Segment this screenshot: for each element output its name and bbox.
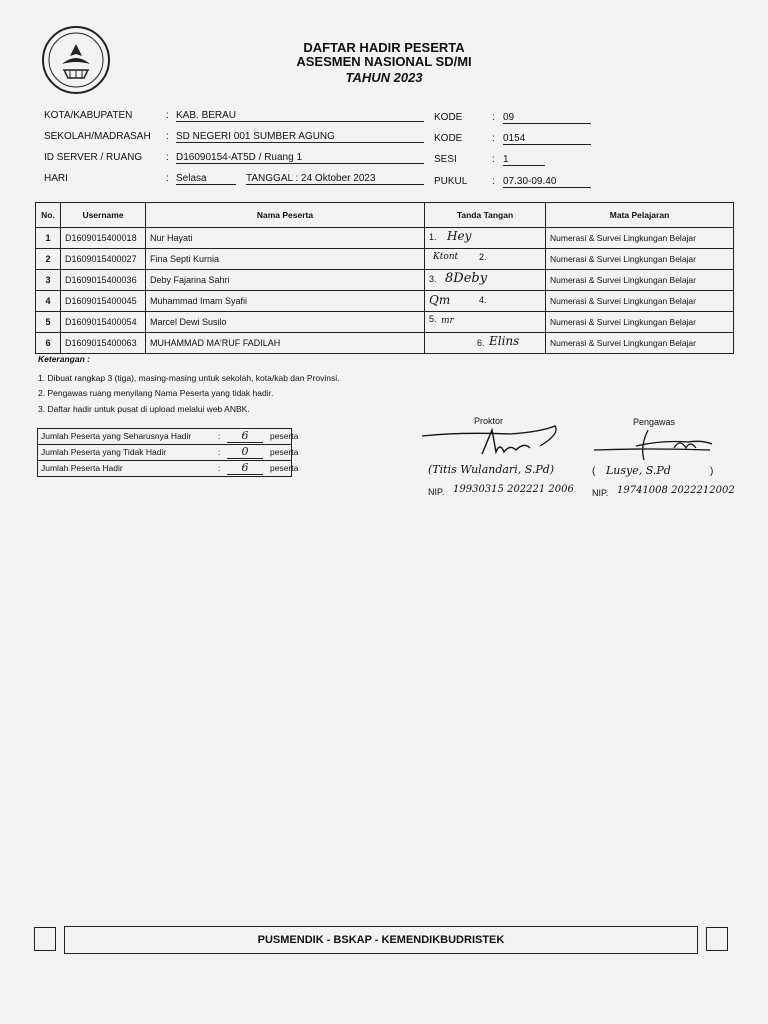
table-row xyxy=(36,228,734,249)
table-row xyxy=(36,312,734,333)
kode2-value: 0154 xyxy=(503,133,591,145)
summary-row xyxy=(38,445,299,461)
summary-unit: peserta xyxy=(270,431,299,441)
footer-banner: PUSMENDIK - BSKAP - KEMENDIKBUDRISTEK xyxy=(64,926,698,954)
notes-section xyxy=(38,352,339,417)
server-value: D16090154-AT5D / Ruang 1 xyxy=(176,152,424,164)
colon: : xyxy=(166,173,169,184)
note-item: 2. Pengawas ruang menyilang Nama Peserta yang tidak hadir. xyxy=(38,388,274,398)
row-username: D1609015400036 xyxy=(61,270,146,291)
handwritten-signature: Qm xyxy=(429,293,451,307)
colon: : xyxy=(492,133,495,144)
col-header-tanda-tangan: Tanda Tangan xyxy=(425,203,546,228)
row-signature-cell xyxy=(425,270,546,291)
hari-value: Selasa xyxy=(176,173,236,185)
proktor-title: Proktor xyxy=(474,416,504,426)
row-mapel: Numerasi & Survei Lingkungan Belajar xyxy=(546,333,734,354)
table-row xyxy=(36,333,734,354)
row-signature-cell xyxy=(425,333,546,354)
summary-value: 0 xyxy=(227,446,263,459)
proktor-nip-label: NIP. xyxy=(428,487,445,497)
row-signature-cell xyxy=(425,291,546,312)
row-name: Nur Hayati xyxy=(146,228,425,249)
col-header-nama: Nama Peserta xyxy=(146,203,425,228)
handwritten-signature: mr xyxy=(441,316,454,326)
row-name: Muhammad Imam Syafii xyxy=(146,291,425,312)
signature-number: 5. xyxy=(429,314,437,324)
attendance-summary-box xyxy=(37,428,299,477)
note-item: 3. Daftar hadir untuk pusat di upload melalui web ANBK. xyxy=(38,403,250,414)
row-signature-cell xyxy=(425,249,546,270)
handwritten-signature: 8Deby xyxy=(445,271,488,286)
signature-number: 1. xyxy=(429,232,437,242)
row-signature-cell xyxy=(425,312,546,333)
pengawas-nip-label: NIP. xyxy=(592,488,609,498)
notes-heading: Keterangan : xyxy=(38,354,90,364)
pengawas-name-open: ( xyxy=(592,466,596,477)
pengawas-title: Pengawas xyxy=(633,417,676,427)
col-header-mapel: Mata Pelajaran xyxy=(546,203,734,228)
row-name: Fina Septi Kurnia xyxy=(146,249,425,270)
proktor-name: (Titis Wulandari, S.Pd) xyxy=(428,463,555,476)
row-signature-cell xyxy=(425,228,546,249)
colon: : xyxy=(492,112,495,123)
document-title-line3: TAHUN 2023 xyxy=(345,70,423,85)
row-mapel: Numerasi & Survei Lingkungan Belajar xyxy=(546,270,734,291)
row-mapel: Numerasi & Survei Lingkungan Belajar xyxy=(546,228,734,249)
signature-number: 2. xyxy=(479,252,487,262)
summary-label: Jumlah Peserta Hadir xyxy=(41,463,123,473)
colon: : xyxy=(166,152,169,163)
pengawas-name: Lusye, S.Pd xyxy=(606,464,671,477)
row-mapel: Numerasi & Survei Lingkungan Belajar xyxy=(546,312,734,333)
table-row xyxy=(36,291,734,312)
row-no: 2 xyxy=(36,249,61,270)
col-header-no: No. xyxy=(36,203,61,228)
pengawas-nip: 19741008 2022212002 xyxy=(617,485,735,496)
summary-label: Jumlah Peserta yang Seharusnya Hadir xyxy=(41,431,192,441)
summary-value: 6 xyxy=(227,462,263,475)
row-mapel: Numerasi & Survei Lingkungan Belajar xyxy=(546,291,734,312)
corner-square-left xyxy=(34,927,56,951)
pukul-label: PUKUL xyxy=(434,176,468,187)
row-username: D1609015400054 xyxy=(61,312,146,333)
proktor-signature-icon xyxy=(420,424,570,466)
summary-unit: peserta xyxy=(270,447,299,457)
kota-value: KAB. BERAU xyxy=(176,110,424,122)
sesi-value: 1 xyxy=(503,154,545,166)
row-no: 3 xyxy=(36,270,61,291)
pengawas-name-close: ) xyxy=(710,466,714,477)
table-row xyxy=(36,249,734,270)
colon: : xyxy=(492,176,495,187)
summary-row xyxy=(38,429,299,445)
kode2-label: KODE xyxy=(434,133,463,144)
colon: : xyxy=(166,131,169,142)
summary-unit: peserta xyxy=(270,463,299,473)
row-username: D1609015400027 xyxy=(61,249,146,270)
note-item: 1. Dibuat rangkap 3 (tiga), masing-masing untuk sekolah, kota/kab dan Provinsi. xyxy=(38,372,340,383)
sesi-label: SESI xyxy=(434,154,457,165)
row-no: 1 xyxy=(36,228,61,249)
colon: : xyxy=(166,110,169,121)
handwritten-signature: Elins xyxy=(489,334,520,348)
summary-row xyxy=(38,461,299,476)
summary-label: Jumlah Peserta yang Tidak Hadir xyxy=(41,447,167,457)
colon: : xyxy=(218,431,221,441)
kota-label: KOTA/KABUPATEN xyxy=(44,110,133,121)
sekolah-value: SD NEGERI 001 SUMBER AGUNG xyxy=(176,131,424,143)
colon: : xyxy=(218,463,221,473)
sekolah-label: SEKOLAH/MADRASAH xyxy=(44,131,151,142)
pengawas-signature-icon xyxy=(592,426,718,468)
kode1-label: KODE xyxy=(434,112,463,123)
handwritten-signature: Ktont xyxy=(433,252,459,262)
proktor-nip: 19930315 202221 2006 xyxy=(453,484,574,495)
row-no: 4 xyxy=(36,291,61,312)
signature-number: 3. xyxy=(429,274,437,284)
document-title-line2: ASESMEN NASIONAL SD/MI xyxy=(296,54,472,69)
colon: : xyxy=(492,154,495,165)
hari-label: HARI xyxy=(44,173,68,184)
pukul-value: 07.30-09.40 xyxy=(503,176,591,188)
kode1-value: 09 xyxy=(503,112,591,124)
table-header-row xyxy=(36,203,734,228)
document-title-line1: DAFTAR HADIR PESERTA xyxy=(303,40,465,55)
row-username: D1609015400063 xyxy=(61,333,146,354)
row-no: 5 xyxy=(36,312,61,333)
summary-value: 6 xyxy=(227,430,263,443)
table-row xyxy=(36,270,734,291)
row-mapel: Numerasi & Survei Lingkungan Belajar xyxy=(546,249,734,270)
attendance-table xyxy=(35,202,734,354)
tanggal-value: TANGGAL : 24 Oktober 2023 xyxy=(246,173,424,185)
row-username: D1609015400018 xyxy=(61,228,146,249)
signature-number: 6. xyxy=(477,338,485,348)
corner-square-right xyxy=(706,927,728,951)
row-name: Marcel Dewi Susilo xyxy=(146,312,425,333)
col-header-username: Username xyxy=(61,203,146,228)
row-no: 6 xyxy=(36,333,61,354)
handwritten-signature: Hey xyxy=(447,229,472,243)
row-name: Deby Fajarina Sahri xyxy=(146,270,425,291)
server-label: ID SERVER / RUANG xyxy=(44,152,143,163)
row-username: D1609015400045 xyxy=(61,291,146,312)
signature-number: 4. xyxy=(479,295,487,305)
colon: : xyxy=(218,447,221,457)
row-name: MUHAMMAD MA'RUF FADILAH xyxy=(146,333,425,354)
